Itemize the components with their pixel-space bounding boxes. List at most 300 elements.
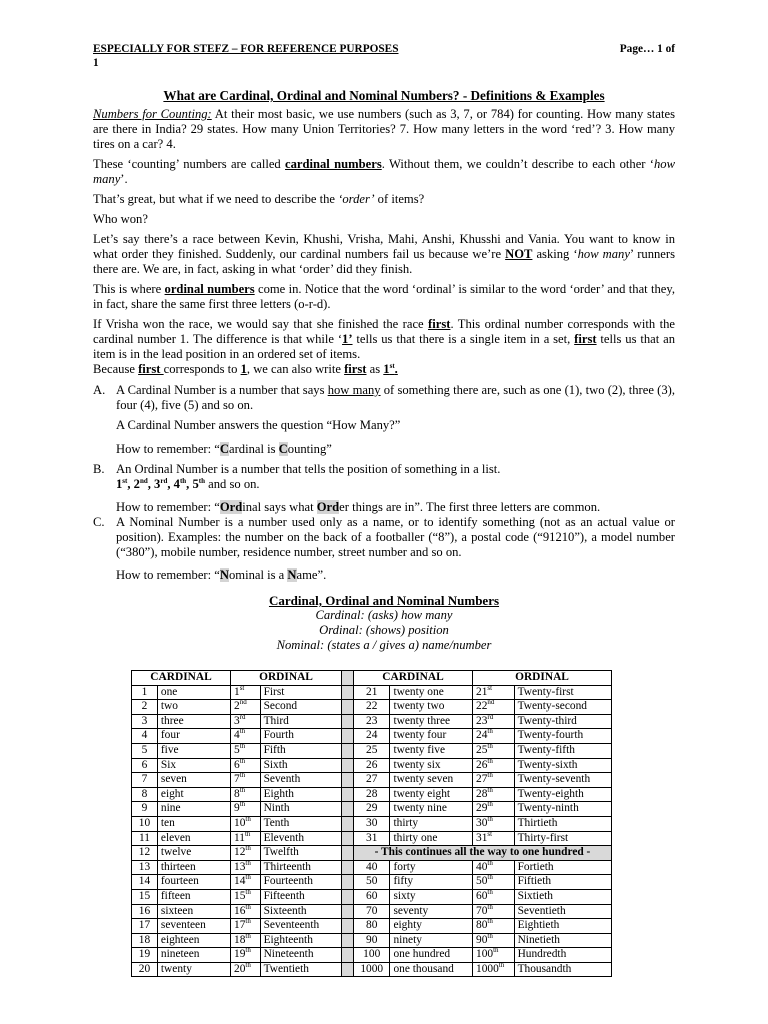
column-separator (342, 773, 354, 788)
cardinal-number-cell: 1000 (354, 962, 390, 977)
cardinal-remember (116, 442, 675, 457)
cardinal-number-cell: 15 (132, 889, 158, 904)
column-separator (342, 700, 354, 715)
list-marker: A. (93, 383, 106, 397)
cardinal-word-cell: one thousand (390, 962, 473, 977)
ordinal-word-cell: Seventieth (514, 904, 611, 919)
column-separator (342, 875, 354, 890)
ordinal-word-cell: Eighteenth (260, 933, 341, 948)
superscript: st (389, 361, 395, 370)
ordinal-word-cell: Sixteenth (260, 904, 341, 919)
ordinal-number: 8 (234, 787, 240, 800)
term-ordinal: ordinal numbers (164, 282, 255, 296)
text-run: ’ runners there are. We are, in fact, asking in what ‘order’ did they finish. (93, 247, 675, 276)
table-row (132, 831, 612, 846)
cardinal-number-cell: 9 (132, 802, 158, 817)
table-row (132, 700, 612, 715)
ordinal-number: 100 (476, 948, 494, 961)
ordinal-word-cell: Fiftieth (514, 875, 611, 890)
cardinal-number-cell: 24 (354, 729, 390, 744)
ordinal-word-cell: Seventh (260, 773, 341, 788)
ordinal-remember (116, 500, 675, 515)
ordinal-number: 20 (234, 962, 246, 975)
ordinal-word-cell: Twenty-fourth (514, 729, 611, 744)
cardinal-word-cell: fifty (390, 875, 473, 890)
ordinal-word-cell: Twenty-fifth (514, 743, 611, 758)
text-run: . (394, 362, 398, 376)
text-run: Let’s say there’s a race between Kevin, Khushi, Vrisha, Mahi, Anshi, Khusshi and Vania. You want to know in what order they finished. Suddenly, our cardinal numbers fail us because we’re (93, 232, 675, 261)
cardinal-word-cell: one (157, 685, 230, 700)
numbers-table (131, 670, 612, 977)
ordinal-suffix: rd (487, 712, 494, 721)
ordinal-suffix: th (245, 888, 251, 897)
text-run: If Vrisha won the race, we would say that she finished the race (93, 317, 429, 331)
text-run: 1’ (342, 332, 353, 346)
cardinal-word-cell: sixteen (157, 904, 230, 919)
caption-line: Nominal: (states a / gives a) name/number (276, 638, 492, 652)
ordinal-suffix: th (239, 771, 246, 780)
cardinal-word-cell: fourteen (157, 875, 230, 890)
column-separator (342, 685, 354, 700)
ordinal-number: 9 (234, 802, 240, 815)
ordinal-word-cell: First (260, 685, 341, 700)
ordinal-word-cell: Twelfth (260, 846, 341, 861)
ordinal-suffix: th (245, 946, 251, 955)
column-separator (342, 889, 354, 904)
column-separator (342, 860, 354, 875)
cardinal-word-cell: seventy (390, 904, 473, 919)
ordinal-suffix: th (487, 771, 493, 780)
ordinal-suffix: st (487, 683, 493, 692)
ordinal-word-cell: Fourteenth (260, 875, 341, 890)
cardinal-number-cell: 19 (132, 948, 158, 963)
table-row (132, 962, 612, 977)
list-item-cardinal (93, 383, 675, 457)
cardinal-definition (116, 383, 675, 413)
column-separator (342, 846, 354, 861)
ordinal-number: 1 (234, 685, 240, 698)
ordinal-number: 60 (476, 889, 488, 902)
cardinal-word-cell: fifteen (157, 889, 230, 904)
nominal-remember (116, 568, 675, 583)
text-run: 1 (383, 362, 390, 376)
cardinal-word-cell: twelve (157, 846, 230, 861)
table-row (132, 904, 612, 919)
column-separator (342, 831, 354, 846)
ordinal-number: 15 (234, 889, 246, 902)
ordinal-number: 3 (234, 714, 240, 727)
column-separator (342, 671, 354, 686)
ordinal-word-cell: Eighth (260, 787, 341, 802)
ordinal-suffix: th (244, 829, 251, 838)
cardinal-word-cell: ninety (390, 933, 473, 948)
ordinal-abbrev-cell (473, 700, 515, 715)
ordinal-number: 40 (476, 860, 488, 873)
ordinal-suffix: th (245, 873, 251, 882)
ordinal-number: 6 (234, 758, 240, 771)
ordinal-word-cell: Third (260, 714, 341, 729)
highlight: N (287, 568, 297, 582)
text-run: ounting” (287, 442, 332, 456)
table-row (132, 729, 612, 744)
text-run: er things are in”. The first three letters are common. (339, 500, 601, 514)
text-run: This is where (93, 282, 165, 296)
ordinal-abbrev-cell (473, 802, 515, 817)
text-run: NOT (505, 247, 533, 261)
highlight: N (219, 568, 229, 582)
ordinal-word-cell: Sixth (260, 758, 341, 773)
text-run: . This ordinal number corresponds with the cardinal number 1. The difference is that while ‘ (93, 317, 675, 346)
ordinal-example-list: 1st, 2nd, 3rd, 4th, 5th (116, 476, 205, 491)
cardinal-word-cell: three (157, 714, 230, 729)
column-separator (342, 962, 354, 977)
ordinal-abbrev-cell (473, 816, 515, 831)
ordinal-suffix: st (239, 683, 245, 692)
ordinal-suffix: th (239, 742, 246, 751)
text-run: asking ‘ (532, 247, 578, 261)
ordinal-suffix: th (487, 727, 493, 736)
ordinal-abbrev-cell (473, 787, 515, 802)
text-run: first (344, 362, 367, 376)
ordinal-number: 21 (476, 685, 488, 698)
table-row (132, 875, 612, 890)
cardinal-word-cell: Six (157, 758, 230, 773)
ordinal-number: 11 (234, 831, 245, 844)
cardinal-number-cell: 26 (354, 758, 390, 773)
text-run: first (138, 362, 164, 376)
column-separator (342, 919, 354, 934)
ordinal-abbrev-cell (231, 758, 261, 773)
cardinal-word-cell: four (157, 729, 230, 744)
text-run: 5 (192, 477, 199, 491)
text-run: Because (93, 362, 139, 376)
cardinal-number-cell: 4 (132, 729, 158, 744)
ordinal-word-cell: Eightieth (514, 919, 611, 934)
ordinal-word-cell: Thirteenth (260, 860, 341, 875)
text-run: How to remember: “ (116, 500, 220, 514)
paragraph-counting (93, 107, 675, 152)
ordinal-word-cell: Twenty-sixth (514, 758, 611, 773)
cardinal-word-cell: eight (157, 787, 230, 802)
column-separator (342, 714, 354, 729)
counting-text: At their most basic, we use numbers (such as 3, 7, or 784) for counting. How many states are there in India? 29 states. How many Union Territories? 7. How many letters in the word ‘red’? 3. How many tires on a car? 4. (93, 107, 675, 151)
paragraph-vrisha (93, 317, 675, 362)
ordinal-number: 29 (476, 802, 488, 815)
text-run: That’s great, but what if we need to describe the (93, 192, 339, 206)
cardinal-number-cell: 7 (132, 773, 158, 788)
superscript: th (198, 476, 205, 485)
ordinal-definition: An Ordinal Number is a number that tells the position of something in a list. (116, 462, 501, 476)
ordinal-number: 13 (234, 860, 246, 873)
cardinal-number-cell: 12 (132, 846, 158, 861)
document-body (93, 107, 675, 653)
ordinal-suffix: th (487, 858, 493, 867)
ordinal-suffix: th (245, 844, 251, 853)
cardinal-number-cell: 40 (354, 860, 390, 875)
ordinal-number: 16 (234, 904, 246, 917)
ordinal-abbrev-cell (231, 773, 261, 788)
ordinal-suffix: th (245, 902, 251, 911)
column-separator (342, 729, 354, 744)
highlight: C (219, 442, 229, 456)
table-caption (93, 593, 675, 653)
cardinal-word-cell: twenty seven (390, 773, 473, 788)
ordinal-word-cell: Twentieth (260, 962, 341, 977)
cardinal-word-cell: seventeen (157, 919, 230, 934)
paragraph-race (93, 232, 675, 277)
cardinal-number-cell: 18 (132, 933, 158, 948)
cardinal-number-cell: 31 (354, 831, 390, 846)
ordinal-suffix: th (245, 858, 251, 867)
cardinal-number-cell: 25 (354, 743, 390, 758)
table-row (132, 758, 612, 773)
ordinal-number: 25 (476, 743, 488, 756)
cardinal-word-cell: ten (157, 816, 230, 831)
ordinal-number: 80 (476, 919, 488, 932)
ordinal-number: 26 (476, 758, 488, 771)
cardinal-number-cell: 23 (354, 714, 390, 729)
cardinal-number-cell: 70 (354, 904, 390, 919)
highlight: Ord (316, 500, 340, 514)
counting-label: Numbers for Counting: (93, 107, 212, 121)
table-row (132, 933, 612, 948)
cardinal-word-cell: forty (390, 860, 473, 875)
ordinal-suffix: th (239, 800, 246, 809)
text-run: ominal is a (228, 568, 288, 582)
cardinal-word-cell: nine (157, 802, 230, 817)
ordinal-number: 70 (476, 904, 488, 917)
text-run: These ‘counting’ numbers are called (93, 157, 286, 171)
ordinal-word-cell: Twenty-first (514, 685, 611, 700)
ordinal-suffix: th (498, 961, 505, 970)
cardinal-number-cell: 50 (354, 875, 390, 890)
ordinal-number: 19 (234, 948, 246, 961)
table-row (132, 860, 612, 875)
cardinal-word-cell: five (157, 743, 230, 758)
cardinal-number-cell: 2 (132, 700, 158, 715)
ordinal-abbrev-cell (231, 962, 261, 977)
ordinal-suffix: th (239, 756, 246, 765)
ordinal-number: 5 (234, 743, 240, 756)
cardinal-word-cell: twenty eight (390, 787, 473, 802)
column-separator (342, 816, 354, 831)
column-header-ordinal: ORDINAL (473, 671, 612, 686)
ordinal-abbrev-cell (473, 743, 515, 758)
cardinal-number-cell: 20 (132, 962, 158, 977)
table-row (132, 787, 612, 802)
cardinal-number-cell: 21 (354, 685, 390, 700)
ordinal-number: 14 (234, 875, 246, 888)
ordinal-suffix: th (487, 873, 493, 882)
text-run: corresponds to (163, 362, 241, 376)
column-separator (342, 743, 354, 758)
cardinal-number-cell: 28 (354, 787, 390, 802)
table-row (132, 889, 612, 904)
text-run: of something there are, such as one (1), two (2), three (3), four (4), five (5) and so on. (116, 383, 675, 412)
ordinal-number: 7 (234, 773, 240, 786)
ordinal-number: 50 (476, 875, 488, 888)
ordinal-number: 18 (234, 933, 246, 946)
highlight: Ord (219, 500, 243, 514)
text-run: 1 (116, 477, 123, 491)
cardinal-word-cell: eighty (390, 919, 473, 934)
cardinal-number-cell: 17 (132, 919, 158, 934)
caption-line: Cardinal: (asks) how many (315, 608, 453, 622)
cardinal-number-cell: 3 (132, 714, 158, 729)
cardinal-word-cell: thirty one (390, 831, 473, 846)
cardinal-word-cell: twenty (157, 962, 230, 977)
text-run: 4 (173, 477, 180, 491)
text-run: ame”. (296, 568, 327, 582)
list-item-nominal (93, 515, 675, 583)
table-row (132, 685, 612, 700)
cardinal-number-cell: 13 (132, 860, 158, 875)
ordinal-suffix: th (487, 888, 493, 897)
ordinal-suffix: rd (239, 712, 246, 721)
list-marker: B. (93, 462, 105, 476)
header-page-total: 1 (93, 57, 99, 69)
column-separator (342, 948, 354, 963)
ordinal-abbrev-cell (473, 875, 515, 890)
ordinal-number: 24 (476, 729, 488, 742)
ordinal-word-cell: Sixtieth (514, 889, 611, 904)
text-run: 3 (154, 477, 161, 491)
cardinal-number-cell: 10 (132, 816, 158, 831)
ordinal-word-cell: Fifteenth (260, 889, 341, 904)
ordinal-abbrev-cell (231, 787, 261, 802)
cardinal-word-cell: sixty (390, 889, 473, 904)
ordinal-word-cell: Second (260, 700, 341, 715)
document-title: What are Cardinal, Ordinal and Nominal Numbers? - Definitions & Examples (163, 88, 605, 103)
ordinal-number: 1000 (476, 962, 499, 975)
text-run: . Without them, we couldn’t describe to each other ‘ (381, 157, 654, 171)
table-row (132, 919, 612, 934)
list-item-ordinal (93, 462, 675, 515)
highlight: C (278, 442, 288, 456)
ordinal-word-cell: Thousandth (514, 962, 611, 977)
ordinal-suffix: th (239, 727, 246, 736)
ordinal-word-cell: Fourth (260, 729, 341, 744)
ordinal-suffix: th (487, 931, 493, 940)
cardinal-word-cell: twenty five (390, 743, 473, 758)
ordinal-number: 12 (234, 846, 246, 859)
ordinal-word-cell: Hundredth (514, 948, 611, 963)
table-header-row (132, 671, 612, 686)
ordinal-number: 27 (476, 773, 488, 786)
ordinal-suffix: th (245, 917, 251, 926)
text-run: how many (577, 247, 630, 261)
ordinal-word-cell: Thirtieth (514, 816, 611, 831)
paragraph-ordinal (93, 282, 675, 312)
ordinal-number: 17 (234, 919, 246, 932)
table-title: Cardinal, Ordinal and Nominal Numbers (268, 593, 500, 608)
ordinal-suffix: th (487, 785, 493, 794)
superscript: rd (160, 476, 168, 485)
ordinal-abbrev-cell (473, 948, 515, 963)
ordinal-word-cell: Twenty-seventh (514, 773, 611, 788)
term-cardinal: cardinal numbers (285, 157, 382, 171)
ordinal-word-cell: Eleventh (260, 831, 341, 846)
paragraph-order (93, 192, 675, 207)
ordinal-word-cell: Fortieth (514, 860, 611, 875)
ordinal-abbrev-cell (473, 729, 515, 744)
table-row (132, 948, 612, 963)
ordinal-suffix: th (487, 756, 493, 765)
text-run: inal says what (242, 500, 317, 514)
column-header-ordinal: ORDINAL (231, 671, 342, 686)
ordinal-suffix: st (487, 829, 493, 838)
column-separator (342, 758, 354, 773)
text-run: tells us that an item is in the lead position in an ordered set of items. (93, 332, 675, 361)
text-run: ’. (120, 172, 128, 186)
cardinal-word-cell: twenty six (390, 758, 473, 773)
ordinal-abbrev-cell (473, 962, 515, 977)
ordinal-word-cell: Thirty-first (514, 831, 611, 846)
text-run: first (428, 317, 451, 331)
cardinal-number-cell: 14 (132, 875, 158, 890)
ordinal-suffix: th (487, 800, 493, 809)
header-page-label: Page… 1 of (619, 43, 675, 55)
text-run: first (574, 332, 597, 346)
column-header-cardinal: CARDINAL (354, 671, 473, 686)
ordinal-suffix: th (493, 946, 499, 955)
cardinal-number-cell: 8 (132, 787, 158, 802)
cardinal-number-cell: 16 (132, 904, 158, 919)
ordinal-examples (116, 477, 675, 492)
ordinal-word-cell: Ninetieth (514, 933, 611, 948)
ordinal-number: 22 (476, 700, 488, 713)
cardinal-number-cell: 1 (132, 685, 158, 700)
ordinal-word-cell: Seventeenth (260, 919, 341, 934)
ordinal-word-cell: Fifth (260, 743, 341, 758)
cardinal-number-cell: 6 (132, 758, 158, 773)
cardinal-word-cell: seven (157, 773, 230, 788)
cardinal-word-cell: one hundred (390, 948, 473, 963)
ordinal-suffix: th (239, 785, 246, 794)
cardinal-word-cell: eleven (157, 831, 230, 846)
cardinal-number-cell: 11 (132, 831, 158, 846)
text-run: , we can also write (246, 362, 345, 376)
paragraph-cardinal (93, 157, 675, 187)
ordinal-number: 10 (234, 816, 246, 829)
ordinal-word-cell: Ninth (260, 802, 341, 817)
ordinal-abbrev-cell (473, 714, 515, 729)
ordinal-suffix: nd (239, 698, 247, 707)
cardinal-number-cell: 90 (354, 933, 390, 948)
table-row (132, 714, 612, 729)
ordinal-number: 23 (476, 714, 488, 727)
text-run: and so on. (205, 477, 260, 491)
text-run: how many (93, 157, 675, 186)
cardinal-number-cell: 22 (354, 700, 390, 715)
text-run: ‘order’ (338, 192, 375, 206)
column-header-cardinal: CARDINAL (132, 671, 231, 686)
ordinal-abbrev-cell (473, 773, 515, 788)
ordinal-number: 28 (476, 787, 488, 800)
text-run: 2 (133, 477, 140, 491)
definition-list (93, 383, 675, 583)
ordinal-suffix: th (245, 931, 251, 940)
ordinal-suffix: th (245, 815, 251, 824)
ordinal-number: 2 (234, 700, 240, 713)
cardinal-word-cell: eighteen (157, 933, 230, 948)
ordinal-abbrev-cell (473, 831, 515, 846)
ordinal-abbrev-cell (473, 860, 515, 875)
cardinal-word-cell: twenty two (390, 700, 473, 715)
ordinal-abbrev-cell (473, 889, 515, 904)
ordinal-word-cell: Twenty-ninth (514, 802, 611, 817)
cardinal-number-cell: 80 (354, 919, 390, 934)
